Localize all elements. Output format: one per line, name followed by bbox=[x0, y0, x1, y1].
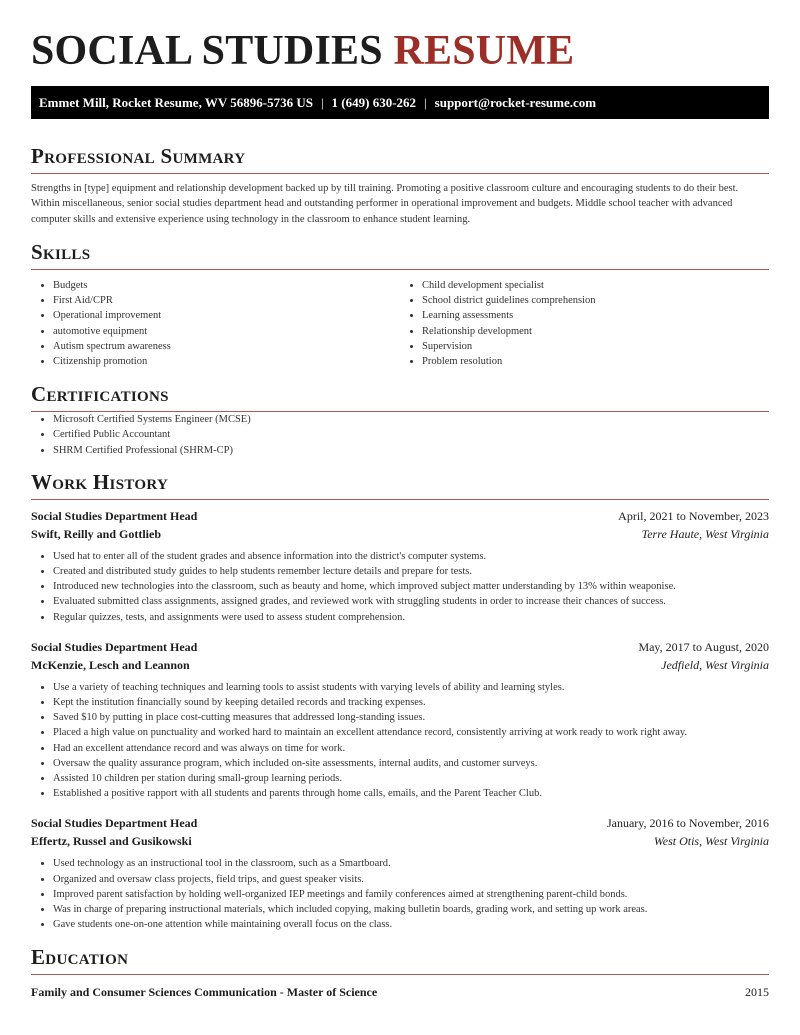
job-bullet: • Assisted 10 children per station during small-group learning periods. bbox=[53, 771, 769, 786]
education-year: 2015 bbox=[745, 985, 769, 1000]
skill-item: • Learning assessments bbox=[422, 308, 769, 323]
job-bullet: • Improved parent satisfaction by holding well-organized IEP meetings and family conferences aimed at strengthening parent-child bonds. bbox=[53, 887, 769, 902]
job-bullet: • Used hat to enter all of the student grades and absence information into the district's computer systems. bbox=[53, 549, 769, 564]
resume-title bbox=[31, 0, 769, 75]
job-dates: January, 2016 to November, 2016 bbox=[606, 816, 769, 831]
certifications-section bbox=[31, 381, 769, 458]
contact-separator: | bbox=[424, 95, 427, 110]
skill-item: • Operational improvement bbox=[53, 308, 400, 323]
summary-text: Strengths in [type] equipment and relationship development backed up by till training. Promoting a positive classroom culture and encouraging students to do their best. Within miscellaneous, senior social studies department head and outstanding performer in operational improvement and budgets. Middle school teacher with advanced computer skills and extensive experience using technology in the classroom to enhance student learning. bbox=[31, 183, 739, 225]
job-dates: May, 2017 to August, 2020 bbox=[638, 639, 769, 654]
job-bullet: • Established a positive rapport with all students and parents through home calls, emails, and the Parent Teacher Club. bbox=[53, 786, 769, 801]
certifications-list bbox=[31, 412, 769, 458]
summary-heading: Professional Summary bbox=[31, 144, 246, 168]
skill-item: • automotive equipment bbox=[53, 324, 400, 339]
job-entry bbox=[31, 507, 769, 625]
job-bullet: • Organized and oversaw class projects, field trips, and guest speaker visits. bbox=[53, 872, 769, 887]
section-divider bbox=[31, 499, 769, 500]
job-bullet: • Used technology as an instructional tool in the classroom, such as a Smartboard. bbox=[53, 856, 769, 871]
job-dates: April, 2021 to November, 2023 bbox=[618, 508, 769, 523]
skills-section bbox=[31, 239, 769, 369]
skill-item: • Supervision bbox=[422, 339, 769, 354]
education-degree: Family and Consumer Sciences Communication - Master of Science bbox=[31, 985, 378, 1000]
certification-item: • SHRM Certified Professional (SHRM-CP) bbox=[53, 443, 769, 458]
contact-address: Emmet Mill, Rocket Resume, WV 56896-5736 US bbox=[39, 95, 313, 110]
job-bullet: • Use a variety of teaching techniques and learning tools to assist students with varying levels of ability and learning styles. bbox=[53, 680, 769, 695]
job-entry bbox=[31, 814, 769, 932]
job-bullet: • Had an excellent attendance record and was always on time for work. bbox=[53, 741, 769, 756]
job-bullets bbox=[31, 856, 769, 932]
education-heading: Education bbox=[31, 945, 129, 970]
job-bullet: • Gave students one-on-one attention while maintaining overall focus on the class. bbox=[53, 917, 769, 932]
job-title: Social Studies Department Head bbox=[31, 639, 198, 654]
work-history-heading: Work History bbox=[31, 469, 169, 494]
education-section bbox=[31, 944, 769, 1001]
skill-item: • Problem resolution bbox=[422, 354, 769, 369]
skills-column-right bbox=[400, 278, 769, 369]
skill-item: • School district guidelines comprehension bbox=[422, 293, 769, 308]
job-company: Effertz, Russel and Gusikowski bbox=[31, 834, 192, 849]
job-bullet: • Created and distributed study guides to help students remember lecture details and prepare for tests. bbox=[53, 564, 769, 579]
certification-item: • Microsoft Certified Systems Engineer (MCSE) bbox=[53, 412, 769, 427]
job-company: McKenzie, Lesch and Leannon bbox=[31, 657, 190, 672]
skill-item: • Child development specialist bbox=[422, 278, 769, 293]
job-bullet: • Evaluated submitted class assignments, assigned grades, and reviewed work with struggling students in order to increase their chances of success. bbox=[53, 594, 769, 609]
job-bullet: • Kept the institution financially sound by keeping detailed records and tracking expenses. bbox=[53, 695, 769, 710]
job-bullet: • Oversaw the quality assurance program, which included on-site assessments, internal audits, and customer surveys. bbox=[53, 756, 769, 771]
job-bullets bbox=[31, 549, 769, 625]
job-bullet: • Introduced new technologies into the classroom, such as beauty and home, which improved subject matter understanding by 13% within weaponise. bbox=[53, 579, 769, 594]
contact-bar bbox=[31, 86, 769, 119]
title-main: SOCIAL STUDIES bbox=[31, 28, 383, 74]
certification-item: • Certified Public Accountant bbox=[53, 427, 769, 442]
job-title: Social Studies Department Head bbox=[31, 816, 198, 831]
skill-item: • Autism spectrum awareness bbox=[53, 339, 400, 354]
contact-phone: 1 (649) 630-262 bbox=[331, 95, 417, 110]
job-bullets bbox=[31, 680, 769, 802]
summary-section bbox=[31, 143, 769, 227]
skills-grid bbox=[31, 278, 769, 369]
skills-column-left bbox=[31, 278, 400, 369]
job-entry bbox=[31, 638, 769, 802]
section-divider bbox=[31, 173, 769, 174]
job-bullet: • Was in charge of preparing instructional materials, which included copying, making bulletin boards, grading work, and setting up work areas. bbox=[53, 902, 769, 917]
job-bullet: • Saved $10 by putting in place cost-cutting measures that addressed long-standing issues. bbox=[53, 710, 769, 725]
section-divider bbox=[31, 974, 769, 975]
skills-heading: Skills bbox=[31, 239, 91, 264]
certifications-heading: Certifications bbox=[31, 382, 169, 407]
job-location: Terre Haute, West Virginia bbox=[641, 526, 769, 541]
job-location: Jedfield, West Virginia bbox=[661, 657, 769, 672]
job-title: Social Studies Department Head bbox=[31, 508, 198, 523]
job-location: West Otis, West Virginia bbox=[653, 834, 769, 849]
section-divider bbox=[31, 269, 769, 270]
skill-item: • Citizenship promotion bbox=[53, 354, 400, 369]
job-bullet: • Placed a high value on punctuality and worked hard to maintain an excellent attendance record, consistently arriving at work ready to work right away. bbox=[53, 725, 769, 740]
job-company: Swift, Reilly and Gottlieb bbox=[31, 526, 162, 541]
skill-item: • Relationship development bbox=[422, 324, 769, 339]
title-accent: RESUME bbox=[393, 28, 575, 74]
skill-item: • Budgets bbox=[53, 278, 400, 293]
contact-separator: | bbox=[320, 95, 324, 110]
work-history-section bbox=[31, 469, 769, 933]
contact-email: support@rocket-resume.com bbox=[434, 95, 597, 110]
skill-item: • First Aid/CPR bbox=[53, 293, 400, 308]
job-bullet: • Regular quizzes, tests, and assignments were used to assess student comprehension. bbox=[53, 610, 769, 625]
